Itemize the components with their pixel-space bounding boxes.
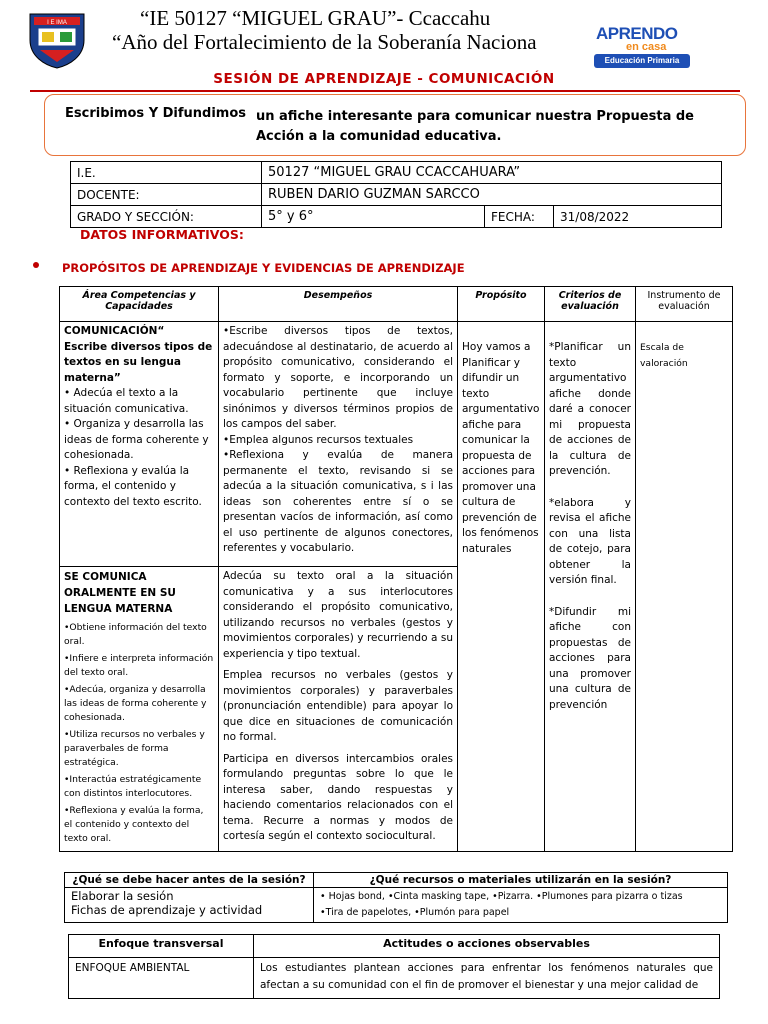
des2-item: Adecúa su texto oral a la situación comunicativa y a sus interlocutores considerando el propósito comunicativo, utilizando recursos no verbales (gestos y movimientos corporales) y recurriendo a su experiencia y tipo textual. xyxy=(223,570,453,660)
header-proposito: Propósito xyxy=(458,287,545,322)
comp1-sub: Escribe diversos tipos de textos en su lengua materna” xyxy=(64,340,213,384)
datos-heading: DATOS INFORMATIVOS: xyxy=(80,227,244,242)
header-instrumento: Instrumento de evaluación xyxy=(636,287,733,322)
before-item: Elaborar la sesión xyxy=(71,889,174,903)
session-title-underline xyxy=(30,90,740,92)
year-title: “Año del Fortalecimiento de la Soberanía Naciona xyxy=(112,30,537,54)
header-area: Área Competencias y Capacidades xyxy=(60,287,219,322)
criterios-cell xyxy=(545,322,636,852)
comp1-cell xyxy=(60,322,219,567)
comp2-cap: •Reflexiona y evalúa la forma, el contenido y contexto del texto oral. xyxy=(64,805,204,844)
enfoque-row xyxy=(69,958,720,999)
ie-value: 50127 “MIGUEL GRAU CCACCAHUARA” xyxy=(262,162,722,184)
resource-item: •Tira de papelotes, •Plumón para papel xyxy=(320,907,510,918)
bullet-dot xyxy=(33,262,39,268)
before-item: Fichas de aprendizaje y actividad xyxy=(71,903,263,917)
comp2-cap: •Interactúa estratégicamente con distintos interlocutores. xyxy=(64,774,202,799)
info-row-docente xyxy=(71,184,722,206)
comp1-cap: • Organiza y desarrolla las ideas de forma coherente y cohesionada. xyxy=(64,418,209,461)
enfoque-h1: Enfoque transversal xyxy=(69,935,254,958)
aprendo-en-casa-logo xyxy=(594,24,690,74)
grado-value: 5° y 6° xyxy=(262,206,485,228)
des2-item: Participa en diversos intercambios orales formulando preguntas sobre lo que le interesa saber, dando respuestas y haciendo comentarios relacionados con el tema. Recurre a normas y modos de cortesía según el contexto sociocultural. xyxy=(223,752,453,842)
competency-header-row xyxy=(60,287,733,322)
comp2-cap: •Adecúa, organiza y desarrolla las ideas de forma coherente y cohesionada. xyxy=(64,684,207,723)
enfoque-table xyxy=(68,934,720,999)
enfoque-h2: Actitudes o acciones observables xyxy=(254,935,720,958)
before-cell xyxy=(65,888,314,923)
resource-item: • Hojas bond, •Cinta masking tape, •Pizarra. •Plumones para pizarra o tizas xyxy=(320,891,683,902)
materials-header-row xyxy=(65,873,728,888)
materials-q2: ¿Qué recursos o materiales utilizarán en la sesión? xyxy=(314,873,728,888)
enfoque-text: Los estudiantes plantean acciones para enfrentar los fenómenos naturales que afectan a su comunidad con el fin de promover el bienestar y una mejor calidad de xyxy=(254,958,720,999)
logo-brand: APRENDO xyxy=(596,24,678,43)
competency-table xyxy=(59,286,733,852)
school-title: “IE 50127 “MIGUEL GRAU”- Ccaccahu xyxy=(140,6,491,30)
des1-item: •Reflexiona y evalúa de manera permanente el texto, revisando si se adecúa a la situación comunicativa, s i las ideas son coherentes entre sí o se presentan vacíos de información, así como el uso pertinente de algunos conectores, referentes y vocabulario. xyxy=(223,449,453,554)
session-title: SESIÓN DE APRENDIZAJE - COMUNICACIÓN xyxy=(213,71,555,87)
proposito-text: Hoy vamos a Planificar y difundir un texto argumentativo afiche para comunicar la propuesta de acciones para promover una cultura de prevención de los fenómenos naturales xyxy=(462,341,540,555)
criterio-item: *elabora y revisa el afiche con una lista de cotejo, para obtener la versión final. xyxy=(549,496,631,586)
comp2-cell xyxy=(60,567,219,852)
des1-item: •Emplea algunos recursos textuales xyxy=(223,433,414,446)
instrumento-cell xyxy=(636,322,733,852)
logo-level-badge: Educación Primaria xyxy=(594,54,690,68)
resources-cell xyxy=(314,888,728,923)
instrumento-text: Escala de valoración xyxy=(640,342,688,369)
materials-table xyxy=(64,872,728,923)
info-row-grado xyxy=(71,206,722,228)
grado-label: GRADO Y SECCIÓN: xyxy=(71,206,262,228)
header-desempenos: Desempeños xyxy=(219,287,458,322)
materials-row xyxy=(65,888,728,923)
des2-item: Emplea recursos no verbales (gestos y movimientos corporales) y paraverbales (pronunciación entendible) para apoyar lo que dice en situaciones de comunicación no formal. xyxy=(223,669,453,743)
comp1-title: COMUNICACIÓN“ xyxy=(64,325,165,337)
header-criterios: Criterios de evaluación xyxy=(545,287,636,322)
competency-row-escribe xyxy=(60,322,733,567)
info-table xyxy=(70,161,722,228)
session-goal-box xyxy=(44,94,746,156)
criterio-item: *Planificar un texto argumentativo afiche donde daré a conocer mi propuesta de acciones de la cultura de prevención. xyxy=(549,341,631,477)
propositos-heading: PROPÓSITOS DE APRENDIZAJE Y EVIDENCIAS DE APRENDIZAJE xyxy=(62,261,465,275)
logo-sub: en casa xyxy=(626,41,667,53)
school-crest-logo xyxy=(26,10,88,70)
des1-item: •Escribe diversos tipos de textos, adecuándose al destinatario, de acuerdo al propósito comunicativo, considerando el formato y soporte, e incorporando un vocabulario pertinente que incluye sinónimos y diversos términos propios de los campos del saber. xyxy=(223,325,453,430)
materials-q1: ¿Qué se debe hacer antes de la sesión? xyxy=(65,873,314,888)
comp2-title: SE COMUNICA ORALMENTE EN SU LENGUA MATERNA xyxy=(64,571,176,615)
fecha-label: FECHA: xyxy=(485,206,554,228)
criterio-item: *Difundir mi afiche con propuestas de acciones para una promover una cultura de prevención xyxy=(549,605,631,711)
comp1-cap: • Adecúa el texto a la situación comunicativa. xyxy=(64,387,189,415)
docente-value: RUBEN DARIO GUZMAN SARCCO xyxy=(262,184,722,206)
goal-text: un afiche interesante para comunicar nuestra Propuesta de Acción a la comunidad educativa. xyxy=(256,109,695,144)
des1-cell xyxy=(219,322,458,567)
docente-label: DOCENTE: xyxy=(71,184,262,206)
goal-lead: Escribimos Y Difundimos xyxy=(65,106,247,121)
proposito-cell xyxy=(458,322,545,852)
comp2-cap: •Utiliza recursos no verbales y paraverbales de forma estratégica. xyxy=(64,729,205,768)
crest-text: I E IMA xyxy=(47,20,67,26)
fecha-value: 31/08/2022 xyxy=(554,206,722,228)
info-row-ie xyxy=(71,162,722,184)
comp2-cap: •Obtiene información del texto oral. xyxy=(64,622,207,647)
des2-cell xyxy=(219,567,458,852)
comp1-cap: • Reflexiona y evalúa la forma, el contenido y contexto del texto escrito. xyxy=(64,464,202,508)
comp2-cap: •Infiere e interpreta información del texto oral. xyxy=(64,653,214,678)
enfoque-header-row xyxy=(69,935,720,958)
ie-label: I.E. xyxy=(71,162,262,184)
enfoque-name: ENFOQUE AMBIENTAL xyxy=(69,958,254,999)
